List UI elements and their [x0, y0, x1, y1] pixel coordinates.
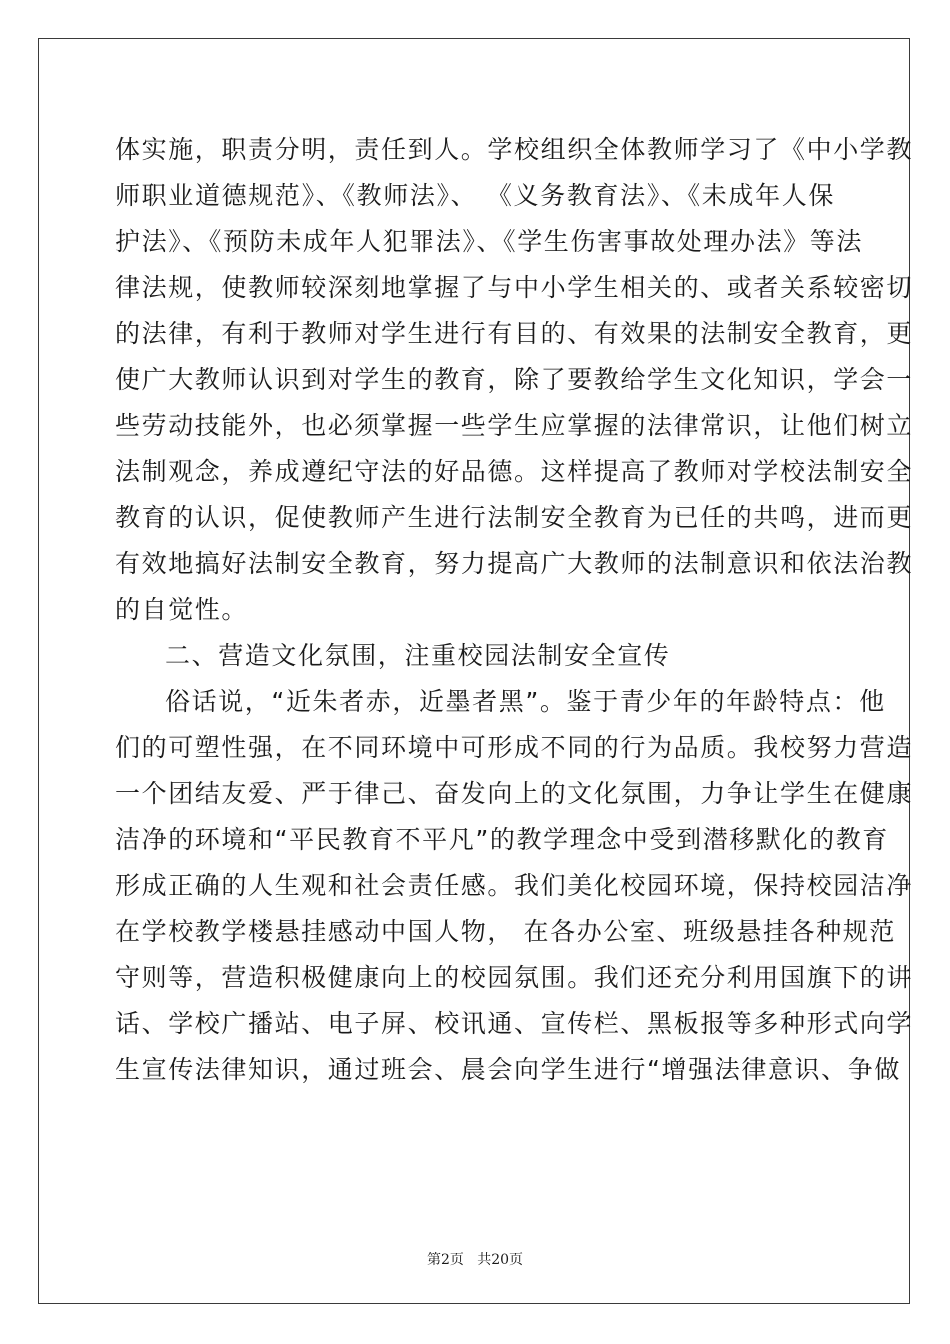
text-line: 生宣传法律知识，通过班会、晨会向学生进行“增强法律意识、争做: [115, 1055, 901, 1084]
text-line: 教育的认识，促使教师产生进行法制安全教育为已任的共鸣，进而更: [115, 503, 914, 532]
text-line: 在学校教学楼悬挂感动中国人物， 在各办公室、班级悬挂各种规范: [115, 917, 896, 946]
text-line: 一个团结友爱、严于律己、奋发向上的文化氛围，力争让学生在健康: [115, 779, 914, 808]
text-line: 律法规，使教师较深刻地掌握了与中小学生相关的、或者关系较密切: [115, 273, 914, 302]
text-line: 有效地搞好法制安全教育，努力提高广大教师的法制意识和依法治教: [115, 549, 914, 578]
text-line: 俗话说，“近朱者赤，近墨者黑”。鉴于青少年的年龄特点：他: [165, 687, 886, 716]
text-line: 些劳动技能外，也必须掌握一些学生应掌握的法律常识，让他们树立: [115, 411, 914, 440]
page-number: 第2页 共20页: [426, 1252, 524, 1268]
text-line: 的自觉性。: [115, 595, 249, 624]
text-line: 法制观念，养成遵纪守法的好品德。这样提高了教师对学校法制安全: [115, 457, 914, 486]
text-line: 话、学校广播站、电子屏、校讯通、宣传栏、黑板报等多种形式向学: [115, 1009, 914, 1038]
text-line: 护法》、《预防未成年人犯罪法》、《学生伤害事故处理办法》等法: [115, 227, 864, 256]
text-line: 形成正确的人生观和社会责任感。我们美化校园环境，保持校园洁净: [115, 871, 914, 900]
section-heading: 二、营造文化氛围，注重校园法制安全宣传: [165, 641, 671, 670]
text-line: 体实施，职责分明，责任到人。学校组织全体教师学习了《中小学教: [115, 135, 914, 164]
text-line: 守则等，营造积极健康向上的校园氛围。我们还充分利用国旗下的讲: [115, 963, 914, 992]
text-line: 使广大教师认识到对学生的教育，除了要教给学生文化知识，学会一: [115, 365, 914, 394]
text-line: 师职业道德规范》、《教师法》、 《义务教育法》、《未成年人保: [115, 181, 835, 210]
text-line: 们的可塑性强，在不同环境中可形成不同的行为品质。我校努力营造: [115, 733, 914, 762]
text-line: 的法律，有利于教师对学生进行有目的、有效果的法制安全教育，更: [115, 319, 914, 348]
text-line: 洁净的环境和“平民教育不平凡”的教学理念中受到潜移默化的教育: [115, 825, 889, 854]
